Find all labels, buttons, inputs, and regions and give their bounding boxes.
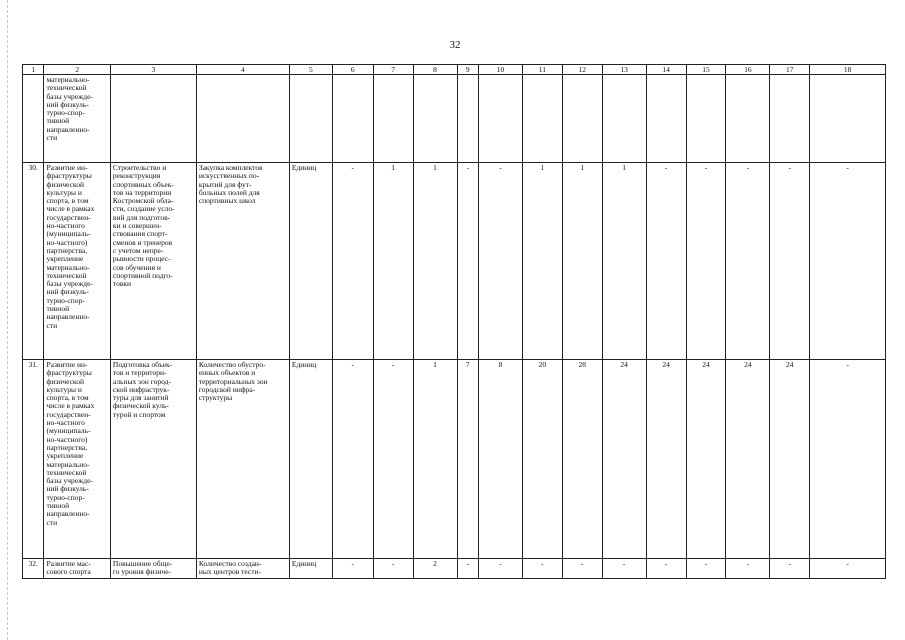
direction-text-line: сти bbox=[46, 133, 58, 143]
unit-cell bbox=[289, 75, 332, 163]
value-cell: 1 bbox=[602, 163, 646, 360]
value-cell: - bbox=[646, 163, 686, 360]
event-text-line: Повышение обще- bbox=[112, 559, 173, 568]
event-text-line: го уровня физиче- bbox=[112, 567, 172, 577]
direction-text-line: ний физкуль- bbox=[46, 99, 89, 109]
value-cell: - bbox=[373, 360, 413, 559]
indicator-cell bbox=[196, 163, 289, 360]
direction-text-line: числе в рамках bbox=[46, 401, 95, 411]
event-cell bbox=[110, 360, 196, 559]
left-margin-rule bbox=[7, 0, 8, 640]
value-cell: - bbox=[602, 559, 646, 579]
direction-text-line: направленно- bbox=[46, 124, 90, 134]
direction-text-line: государствен- bbox=[46, 212, 91, 222]
column-number: 3 bbox=[110, 65, 196, 75]
value-cell: 1 bbox=[413, 163, 457, 360]
event-text-line: туры для занятий bbox=[112, 393, 169, 403]
value-cell: - bbox=[373, 559, 413, 579]
value-cell: 24 bbox=[770, 360, 810, 559]
direction-text-line: Развитие ин- bbox=[46, 360, 88, 369]
indicator-text-line: ных центров тести- bbox=[198, 567, 262, 577]
column-number: 11 bbox=[522, 65, 562, 75]
direction-text-line: ний физкуль- bbox=[46, 484, 89, 494]
row-number-cell: 31. bbox=[23, 360, 44, 559]
value-cell bbox=[373, 75, 413, 163]
event-cell bbox=[110, 559, 196, 579]
event-cell bbox=[110, 163, 196, 360]
value-cell: - bbox=[770, 559, 810, 579]
value-cell: - bbox=[457, 163, 478, 360]
indicator-text-line: искусственных по- bbox=[198, 171, 260, 181]
direction-text-line: базы учрежде- bbox=[46, 279, 93, 289]
column-number: 8 bbox=[413, 65, 457, 75]
direction-text-line: ний физкуль- bbox=[46, 287, 89, 297]
row-number-cell bbox=[23, 75, 44, 163]
direction-text-line: тивной bbox=[46, 304, 70, 314]
event-text-line: вий для подготов- bbox=[112, 212, 171, 222]
column-number-row bbox=[23, 65, 886, 75]
event-text-line: реконструкция bbox=[112, 171, 161, 181]
value-cell: - bbox=[457, 559, 478, 579]
direction-text-line: укрепление bbox=[46, 451, 84, 461]
value-cell: - bbox=[522, 559, 562, 579]
value-cell: 24 bbox=[686, 360, 726, 559]
unit-cell: Единиц bbox=[289, 559, 332, 579]
event-text-line: ствования спорт- bbox=[112, 229, 168, 239]
column-number: 2 bbox=[44, 65, 110, 75]
event-text-line: товки bbox=[112, 279, 132, 289]
value-cell bbox=[646, 75, 686, 163]
value-cell: 24 bbox=[646, 360, 686, 559]
direction-text-line: технической bbox=[46, 83, 87, 93]
column-number: 6 bbox=[332, 65, 373, 75]
direction-text-line: сти bbox=[46, 517, 58, 527]
direction-text-line: но-частного bbox=[46, 221, 85, 231]
value-cell bbox=[726, 75, 770, 163]
direction-text-line: культуры и bbox=[46, 187, 82, 197]
value-cell: 7 bbox=[457, 360, 478, 559]
value-cell: - bbox=[646, 559, 686, 579]
direction-text-line: но-частного bbox=[46, 418, 85, 428]
direction-text-line: направленно- bbox=[46, 509, 90, 519]
indicator-cell bbox=[196, 360, 289, 559]
value-cell: 1 bbox=[562, 163, 602, 360]
value-cell bbox=[413, 75, 457, 163]
value-cell: - bbox=[810, 360, 886, 559]
direction-text-line: фраструктуры bbox=[46, 171, 92, 181]
indicator-text-line: спортивных школ bbox=[198, 196, 256, 206]
column-number: 10 bbox=[478, 65, 522, 75]
indicator-text-line: структуры bbox=[198, 393, 233, 403]
direction-cell bbox=[44, 559, 110, 579]
indicator-text-line: территориальных зон bbox=[198, 376, 268, 386]
direction-text-line: тивной bbox=[46, 116, 70, 126]
event-text-line: спортивных объек- bbox=[112, 179, 174, 189]
table-row bbox=[23, 360, 886, 559]
value-cell bbox=[457, 75, 478, 163]
value-cell: 1 bbox=[522, 163, 562, 360]
value-cell: 28 bbox=[562, 360, 602, 559]
value-cell bbox=[522, 75, 562, 163]
value-cell: - bbox=[478, 163, 522, 360]
row-number-cell: 32. bbox=[23, 559, 44, 579]
direction-text-line: направленно- bbox=[46, 312, 90, 322]
value-cell: - bbox=[810, 163, 886, 360]
indicator-cell bbox=[196, 75, 289, 163]
direction-text-line: базы учрежде- bbox=[46, 476, 93, 486]
column-number: 7 bbox=[373, 65, 413, 75]
value-cell bbox=[562, 75, 602, 163]
direction-text-line: базы учрежде- bbox=[46, 91, 93, 101]
event-text-line: Подготовка объек- bbox=[112, 360, 173, 369]
event-text-line: Костромской обла- bbox=[112, 196, 174, 206]
direction-text-line: культуры и bbox=[46, 384, 82, 394]
direction-text-line: партнерства, bbox=[46, 442, 88, 452]
direction-text-line: турно-спор- bbox=[46, 492, 85, 502]
indicator-text-line: городской инфра- bbox=[198, 384, 256, 394]
direction-cell bbox=[44, 360, 110, 559]
direction-text-line: материально- bbox=[46, 459, 90, 469]
column-number: 13 bbox=[602, 65, 646, 75]
event-text-line: ки и совершен- bbox=[112, 221, 162, 231]
value-cell: - bbox=[686, 559, 726, 579]
event-text-line: спортивной подго- bbox=[112, 270, 173, 280]
value-cell: - bbox=[810, 559, 886, 579]
direction-text-line: тивной bbox=[46, 501, 70, 511]
value-cell: 1 bbox=[373, 163, 413, 360]
value-cell bbox=[770, 75, 810, 163]
unit-cell: Единиц bbox=[289, 360, 332, 559]
value-cell: - bbox=[478, 559, 522, 579]
event-text-line: сти, создание усло- bbox=[112, 204, 175, 214]
direction-text-line: физической bbox=[46, 376, 84, 386]
value-cell: - bbox=[726, 163, 770, 360]
event-text-line: альных зон город- bbox=[112, 376, 171, 386]
direction-text-line: но-частного) bbox=[46, 434, 88, 444]
direction-text-line: спорта, в том bbox=[46, 196, 89, 206]
value-cell: - bbox=[686, 163, 726, 360]
direction-cell bbox=[44, 75, 110, 163]
page-number: 32 bbox=[449, 39, 461, 51]
value-cell bbox=[686, 75, 726, 163]
row-number-cell: 30. bbox=[23, 163, 44, 360]
value-cell: - bbox=[562, 559, 602, 579]
event-text-line: тов на территории bbox=[112, 187, 172, 197]
event-text-line: сов обучения и bbox=[112, 262, 161, 272]
direction-text-line: числе в рамках bbox=[46, 204, 95, 214]
indicator-text-line: Закупка комплектов bbox=[198, 163, 263, 172]
event-text-line: тов и территори- bbox=[112, 368, 167, 378]
direction-text-line: турно-спор- bbox=[46, 108, 85, 118]
column-number: 16 bbox=[726, 65, 770, 75]
direction-text-line: Развитие мас- bbox=[46, 559, 91, 568]
column-number: 18 bbox=[810, 65, 886, 75]
value-cell bbox=[810, 75, 886, 163]
event-text-line: сменов и тренеров bbox=[112, 237, 173, 247]
direction-text-line: укрепление bbox=[46, 254, 84, 264]
value-cell bbox=[478, 75, 522, 163]
direction-text-line: технической bbox=[46, 270, 87, 280]
column-number: 17 bbox=[770, 65, 810, 75]
value-cell bbox=[332, 75, 373, 163]
direction-text-line: материально- bbox=[46, 75, 90, 84]
value-cell: - bbox=[770, 163, 810, 360]
indicator-text-line: енных объектов и bbox=[198, 368, 256, 378]
direction-text-line: сти bbox=[46, 320, 58, 330]
direction-text-line: сового спорта bbox=[46, 567, 91, 577]
direction-text-line: (муниципаль- bbox=[46, 229, 91, 239]
value-cell: - bbox=[332, 163, 373, 360]
table-row bbox=[23, 163, 886, 360]
direction-text-line: спорта, в том bbox=[46, 393, 89, 403]
indicator-text-line: Количество создан- bbox=[198, 559, 262, 568]
table-row bbox=[23, 75, 886, 163]
indicator-cell bbox=[196, 559, 289, 579]
indicator-text-line: крытий для фут- bbox=[198, 179, 252, 189]
column-number: 5 bbox=[289, 65, 332, 75]
event-text-line: с учетом непре- bbox=[112, 245, 164, 255]
direction-text-line: фраструктуры bbox=[46, 368, 92, 378]
column-number: 12 bbox=[562, 65, 602, 75]
value-cell: 8 bbox=[478, 360, 522, 559]
event-text-line: физической куль- bbox=[112, 401, 169, 411]
indicator-text-line: Количество обустро- bbox=[198, 360, 266, 369]
column-number: 1 bbox=[23, 65, 44, 75]
direction-text-line: партнерства, bbox=[46, 245, 88, 255]
direction-text-line: но-частного) bbox=[46, 237, 88, 247]
value-cell: - bbox=[726, 559, 770, 579]
value-cell: 2 bbox=[413, 559, 457, 579]
direction-text-line: турно-спор- bbox=[46, 295, 85, 305]
event-text-line: Строительство и bbox=[112, 163, 167, 172]
value-cell: 20 bbox=[522, 360, 562, 559]
value-cell: 24 bbox=[726, 360, 770, 559]
event-text-line: ской инфраструк- bbox=[112, 384, 170, 394]
direction-text-line: государствен- bbox=[46, 409, 91, 419]
direction-text-line: материально- bbox=[46, 262, 90, 272]
value-cell: - bbox=[332, 559, 373, 579]
column-number: 9 bbox=[457, 65, 478, 75]
direction-text-line: (муниципаль- bbox=[46, 426, 91, 436]
column-number: 4 bbox=[196, 65, 289, 75]
unit-cell: Единиц bbox=[289, 163, 332, 360]
column-number: 15 bbox=[686, 65, 726, 75]
value-cell: 1 bbox=[413, 360, 457, 559]
value-cell bbox=[602, 75, 646, 163]
table-row bbox=[23, 559, 886, 579]
column-number: 14 bbox=[646, 65, 686, 75]
direction-cell bbox=[44, 163, 110, 360]
direction-text-line: физической bbox=[46, 179, 84, 189]
event-text-line: турой и спортом bbox=[112, 409, 166, 419]
value-cell: 24 bbox=[602, 360, 646, 559]
direction-text-line: Развитие ин- bbox=[46, 163, 88, 172]
value-cell: - bbox=[332, 360, 373, 559]
direction-text-line: технической bbox=[46, 467, 87, 477]
event-text-line: рывности процес- bbox=[112, 254, 171, 264]
event-cell bbox=[110, 75, 196, 163]
indicator-text-line: больных полей для bbox=[198, 187, 260, 197]
program-table bbox=[22, 64, 886, 579]
